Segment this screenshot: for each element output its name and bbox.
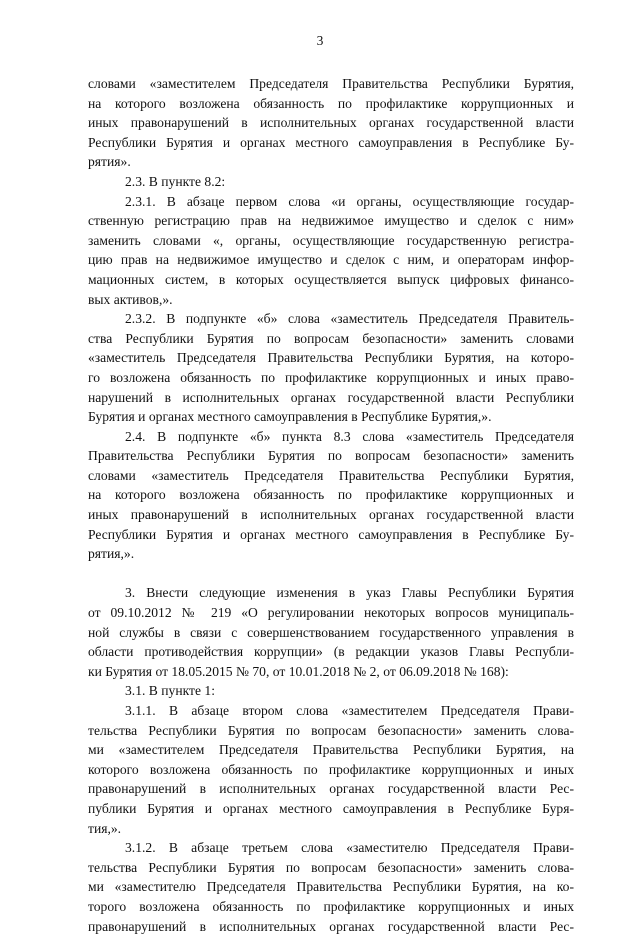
text-line: 2.3. В пункте 8.2:: [125, 173, 226, 189]
text-line: 3.1. В пункте 1:: [125, 683, 215, 699]
text-line: рятия,».: [88, 546, 135, 562]
text-line: Бурятия и органах местного самоуправления в Республике Бурятия,».: [88, 409, 492, 425]
text-line: вых активов,».: [88, 291, 173, 307]
text-line: 2.3.1. В абзаце первом слова «и органы, осуществляющие государ-: [125, 193, 574, 209]
text-line: Республики Бурятия и органах местного самоуправления в Республике Бу-: [88, 526, 574, 542]
text-line: цию прав на недвижимое имущество и сделок с ним, и операторам инфор-: [88, 252, 574, 268]
text-line: тия,».: [88, 820, 122, 836]
text-line: на которого возложена обязанность по профилактике коррупционных и: [88, 95, 574, 111]
text-line: тельства Республики Бурятия по вопросам безопасности» заменить слова-: [88, 859, 574, 875]
text-line: которого возложена обязанность по профилактике коррупционных и иных: [88, 761, 574, 777]
paragraph-3-1-2: [88, 838, 574, 936]
text-line: публики Бурятия и органах местного самоуправления в Республике Буря-: [88, 800, 574, 816]
text-line: ми «заместителем Председателя Правительства Республики Бурятия, на: [88, 742, 574, 758]
text-line: 2.4. В подпункте «б» пункта 8.3 слова «заместитель Председателя: [125, 428, 574, 444]
paragraph-2-3-1: [88, 192, 574, 310]
paragraph-3-1-1: [88, 701, 574, 838]
text-line: 3.1.1. В абзаце втором слова «заместителем Председателя Прави-: [125, 703, 574, 718]
text-line: торого возложена обязанность по профилактике коррупционных и иных: [88, 898, 574, 914]
paragraph-3-1: [88, 681, 574, 701]
document-body: [88, 74, 574, 936]
text-line: ной службы в связи с совершенствованием государственного управления в: [88, 624, 574, 640]
text-line: ки Бурятия от 18.05.2015 № 70, от 10.01.2018 № 2, от 06.09.2018 № 168):: [88, 663, 509, 679]
paragraph-2-3-2: [88, 309, 574, 427]
text-line: мационных систем, в которых осуществляется выпуск цифровых финансо-: [88, 271, 574, 287]
text-line: области противодействия коррупции» (в редакции указов Главы Республи-: [88, 644, 574, 660]
text-line: заменить словами «, органы, осуществляющие государственную регистра-: [88, 232, 574, 248]
text-line: от 09.10.2012 № 219 «О регулировании некоторых вопросов муниципаль-: [88, 605, 574, 621]
text-line: ственную регистрацию прав на недвижимое имущество и сделок с ним»: [88, 213, 574, 229]
text-line: правонарушений в исполнительных органах государственной власти Рес-: [88, 918, 574, 934]
text-line: ства Республики Бурятия по вопросам безопасности» заменить словами: [88, 330, 574, 346]
text-line: Правительства Республики Бурятия по вопросам безопасности» заменить: [88, 448, 574, 464]
text-line: 2.3.2. В подпункте «б» слова «заместитель Председателя Правитель-: [125, 311, 574, 327]
paragraph-2-3: [88, 172, 574, 192]
text-line: на которого возложена обязанность по профилактике коррупционных и: [88, 487, 574, 503]
text-line: рятия».: [88, 154, 131, 170]
text-line: ми «заместителю Председателя Правительства Республики Бурятия, на ко-: [88, 879, 574, 895]
paragraph-gap: [88, 564, 574, 584]
paragraph-continuation: [88, 74, 574, 172]
paragraph-2-4: [88, 427, 574, 564]
text-line: 3.1.2. В абзаце третьем слова «заместителю Председателя Прави-: [125, 840, 574, 856]
paragraph-3: [88, 583, 574, 681]
text-line: словами «заместитель Председателя Правительства Республики Бурятия,: [88, 467, 574, 483]
text-line: нарушений в исполнительных органах государственной власти Республики: [88, 389, 574, 405]
text-line: иных правонарушений в исполнительных органах государственной власти: [88, 507, 574, 523]
text-line: тельства Республики Бурятия по вопросам безопасности» заменить слова-: [88, 722, 574, 738]
text-line: го возложена обязанность по профилактике коррупционных и иных право-: [88, 369, 574, 385]
text-line: «заместитель Председателя Правительства Республики Бурятия, на которо-: [88, 350, 574, 366]
text-line: словами «заместителем Председателя Правительства Республики Бурятия,: [88, 76, 574, 91]
text-line: Республики Бурятия и органах местного самоуправления в Республике Бу-: [88, 134, 574, 150]
page-number: 3: [316, 33, 324, 48]
text-line: иных правонарушений в исполнительных органах государственной власти: [88, 115, 574, 131]
text-line: правонарушений в исполнительных органах государственной власти Рес-: [88, 781, 574, 797]
text-line: 3. Внести следующие изменения в указ Главы Республики Бурятия: [125, 585, 574, 601]
